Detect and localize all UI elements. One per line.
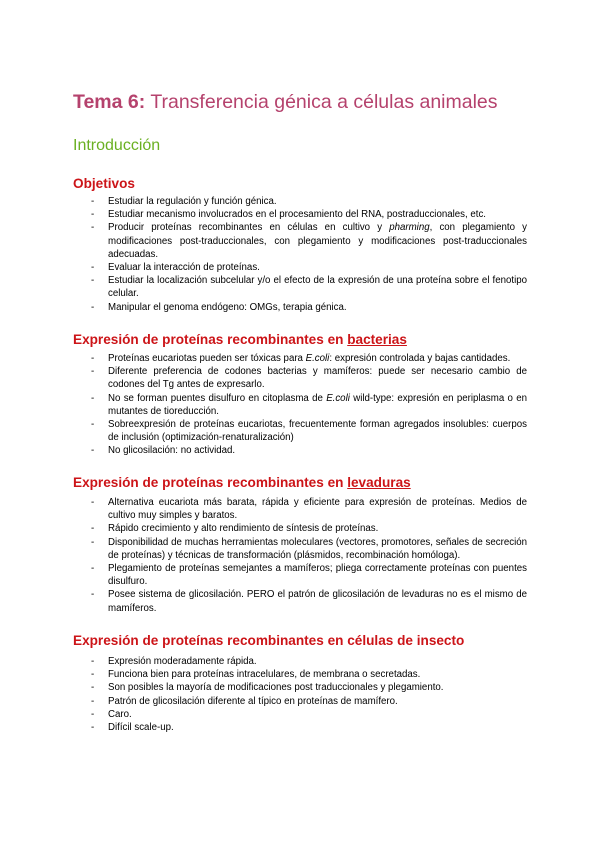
list-item: - Estudiar la localización subcelular y/o el efecto de la expresión de una proteína sobre el fenotipo celular. [91, 274, 527, 300]
objetivos-heading: Objetivos [73, 176, 135, 191]
levaduras-heading: Expresión de proteínas recombinantes en levaduras [73, 475, 411, 490]
list-item: - Estudiar la regulación y función génica. [91, 195, 527, 208]
levaduras-list [91, 496, 527, 615]
list-item: - Difícil scale-up. [91, 721, 527, 734]
list-item: - Funciona bien para proteínas intracelulares, de membrana o secretadas. [91, 668, 527, 681]
list-item: - Posee sistema de glicosilación. PERO el patrón de glicosilación de levaduras no es el mismo de mamíferos. [91, 588, 527, 614]
objetivos-list [91, 195, 527, 314]
page-title: Tema 6: Transferencia génica a células animales [73, 91, 498, 113]
list-item: - Evaluar la interacción de proteínas. [91, 261, 527, 274]
list-item: - Sobreexpresión de proteínas eucariotas, frecuentemente forman agregados insolubles: cuerpos de inclusión (optimización-renaturalización) [91, 418, 527, 444]
levaduras-link[interactable]: levaduras [347, 475, 411, 490]
bacterias-link[interactable]: bacterias [347, 332, 407, 347]
list-item: - Proteínas eucariotas pueden ser tóxicas para E.coli: expresión controlada y bajas cantidades. [91, 352, 527, 365]
list-item: - Diferente preferencia de codones bacterias y mamíferos: puede ser necesario cambio de codones del Tg antes de expresarlo. [91, 365, 527, 391]
list-item: - Producir proteínas recombinantes en células en cultivo y pharming, con plegamiento y modificaciones post-traduccionales, con plegamiento y modificaciones post-traduccionales adecuadas. [91, 221, 527, 261]
list-item: - Son posibles la mayoría de modificaciones post traduccionales y plegamiento. [91, 681, 527, 694]
list-item: - Expresión moderadamente rápida. [91, 655, 527, 668]
bacterias-list [91, 352, 527, 458]
list-item: - Manipular el genoma endógeno: OMGs, terapia génica. [91, 301, 527, 314]
list-item: - No se forman puentes disulfuro en citoplasma de E.coli wild-type: expresión en periplasma o en mutantes de tioreducción. [91, 392, 527, 418]
bacterias-heading: Expresión de proteínas recombinantes en bacterias [73, 332, 407, 347]
list-item: - Estudiar mecanismo involucrados en el procesamiento del RNA, postraduccionales, etc. [91, 208, 527, 221]
list-item: - Rápido crecimiento y alto rendimiento de síntesis de proteínas. [91, 522, 527, 535]
list-item: - Caro. [91, 708, 527, 721]
insecto-list [91, 655, 527, 734]
list-item: - No glicosilación: no actividad. [91, 444, 527, 457]
list-item: - Plegamiento de proteínas semejantes a mamíferos; pliega correctamente proteínas con puentes disulfuro. [91, 562, 527, 588]
list-item: - Disponibilidad de muchas herramientas moleculares (vectores, promotores, señales de secreción de proteínas) y técnicas de transformación (plásmidos, recombinación homóloga). [91, 536, 527, 562]
insecto-heading: Expresión de proteínas recombinantes en células de insecto [73, 633, 465, 648]
intro-heading: Introducción [73, 137, 161, 154]
list-item: - Alternativa eucariota más barata, rápida y eficiente para expresión de proteínas. Medios de cultivo muy simples y baratos. [91, 496, 527, 522]
list-item: - Patrón de glicosilación diferente al típico en proteínas de mamífero. [91, 695, 527, 708]
